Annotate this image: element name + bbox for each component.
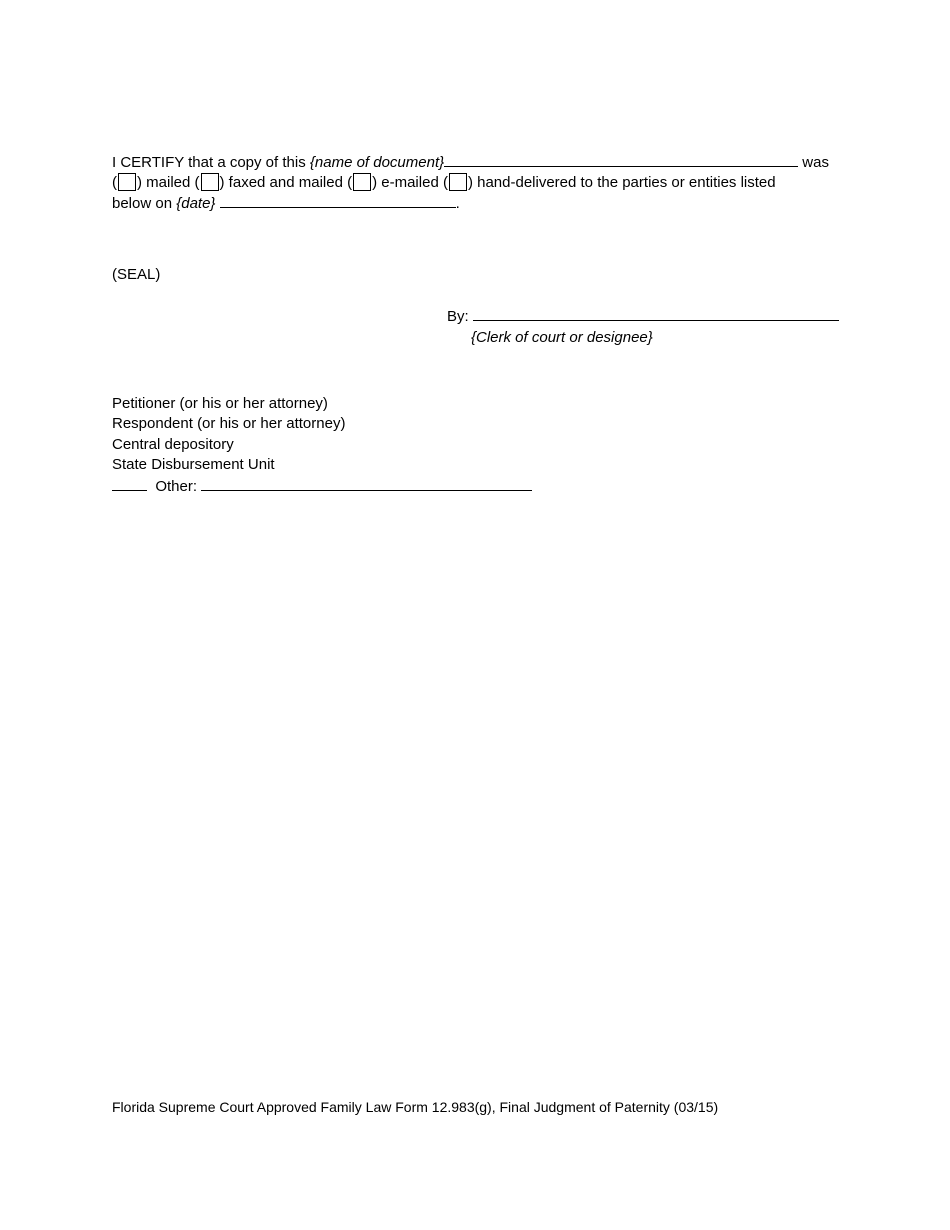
certify-line-3 [112,193,460,214]
recipient-petitioner: Petitioner (or his or her attorney) [112,395,328,412]
emailed-checkbox[interactable] [353,173,371,191]
below-on-text: below on [112,195,177,212]
date-placeholder: {date} [176,195,216,212]
period: . [455,195,460,212]
hand-delivered-checkbox[interactable] [449,173,467,191]
faxed-mailed-checkbox[interactable] [201,173,219,191]
document-name-field[interactable] [444,152,798,167]
was-text: was [798,154,829,171]
certify-line-1 [112,152,829,173]
recipient-other [112,476,532,497]
clerk-signature-field[interactable] [473,306,839,321]
emailed-label: ) e-mailed ( [372,174,448,191]
recipient-central-depository: Central depository [112,436,234,453]
form-footer: Florida Supreme Court Approved Family Law Form 12.983(g), Final Judgment of Paternity (03/15) [112,1099,719,1115]
mailed-label: ) mailed ( [137,174,200,191]
other-check-blank[interactable] [112,476,147,491]
recipient-state-disbursement: State Disbursement Unit [112,456,275,473]
by-label: By: [447,308,469,325]
certify-text: I CERTIFY that a copy of this [112,154,310,171]
hand-delivered-label: ) hand-delivered to the parties or entities listed [467,174,776,191]
date-field[interactable] [220,193,456,208]
paren-open: ( [112,174,117,191]
faxed-mailed-label: ) faxed and mailed ( [219,174,353,191]
other-field[interactable] [201,476,532,491]
document-name-placeholder: {name of document} [309,154,445,171]
clerk-caption: {Clerk of court or designee} [471,329,653,346]
signature-line [447,306,839,327]
other-label: Other: [155,478,198,495]
recipient-respondent: Respondent (or his or her attorney) [112,415,346,432]
mailed-checkbox[interactable] [118,173,136,191]
seal-label: (SEAL) [112,266,161,283]
certify-line-2 [112,173,776,193]
